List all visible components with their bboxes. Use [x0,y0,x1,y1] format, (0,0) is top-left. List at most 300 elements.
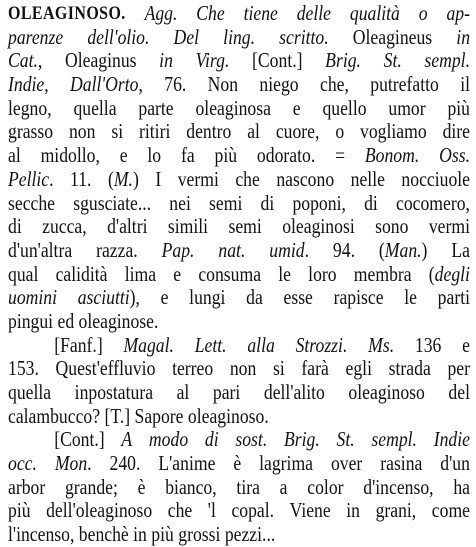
word-space [177,2,196,26]
word-space [156,263,173,287]
word-space [161,144,181,168]
entry-word: Bonom. [364,143,420,168]
entry-word: più [447,95,471,120]
word-space [278,2,297,26]
entry-word: dell'alito [263,380,325,404]
word-space [431,357,448,381]
entry-word: dire [442,119,470,144]
word-space [108,263,125,287]
entry-word: oleaginose. [78,308,159,333]
word-space [126,2,145,26]
entry-word: ritiri [139,119,171,144]
entry-word: sost. [235,427,268,452]
word-space [219,428,236,452]
entry-word: copal. [231,498,275,523]
entry-word: niego [259,72,299,97]
entry-word: inpostatura [74,380,154,404]
word-space [128,144,148,168]
word-space [145,476,165,500]
word-space [427,239,451,263]
word-space [213,357,230,381]
entry-word: Mon [54,451,88,476]
entry-word: qual [8,261,39,286]
entry-word: e [119,143,128,168]
entry-word: membra [353,261,412,286]
entry-word: in [133,522,147,547]
entry-word: le [404,285,417,310]
word-space [262,215,282,239]
entry-word: 'l [207,498,216,523]
entry-word: bianco, [165,474,217,499]
entry-word: I [155,166,162,191]
word-space [360,499,376,523]
entry-word: Che [196,1,225,25]
entry-word: razza. [96,237,138,262]
word-space [309,239,333,263]
word-space [412,263,429,287]
entry-word: Cat. [8,48,38,73]
entry-word: e [292,95,301,120]
entry-word: l'incenso, [8,522,75,547]
entry-word: zucca, [42,214,87,239]
entry-word: Agg. [144,1,178,25]
entry-word: non [229,356,257,381]
word-space [274,192,292,216]
word-space [303,49,326,73]
word-space [153,381,177,405]
entry-word: degli [434,261,470,286]
entry-word: da [246,285,263,310]
word-space [91,168,107,192]
entry-word: di [260,190,275,215]
entry-word: [ [104,403,111,428]
entry-line [8,381,470,405]
word-space [229,49,252,73]
word-space [140,452,158,476]
word-space [427,120,443,144]
entry-word: parte [138,95,174,120]
entry-line [8,405,470,429]
entry-word: Man. [384,237,422,262]
entry-word: in [346,498,360,523]
word-space [143,73,164,97]
entry-word: d'un'altra [8,237,73,262]
entry-word: consuma [198,261,262,286]
entry-word: loro [308,261,337,286]
entry-word: di [204,427,219,452]
entry-word: benchè [78,522,129,547]
entry-word: 11. [70,166,92,191]
entry-word: sempl. [424,48,470,73]
entry-word: esse [283,285,313,310]
entry-word: 153. [8,356,39,381]
word-space [72,239,96,263]
entry-word: Del [173,24,200,49]
entry-word: cocomero, [396,190,470,215]
word-space [346,192,364,216]
word-space [344,120,360,144]
word-space [425,381,449,405]
entry-line [8,286,470,310]
entry-line [8,428,470,452]
word-space [274,499,290,523]
word-space [240,381,264,405]
word-space [434,476,454,500]
entry-word: e [160,285,169,310]
entry-line [8,49,470,73]
entry-word: La [451,237,470,262]
entry-word: d'un [440,451,470,476]
word-space [22,215,42,239]
entry-word: si [111,119,124,144]
entry-word: sono [375,214,409,239]
entry-word: di [8,214,22,239]
entry-word: terreo [172,356,214,381]
entry-word: 94. [332,237,355,262]
entry-word: o [418,1,428,25]
entry-word: Brig. [325,48,361,73]
word-space [140,286,161,310]
word-space [372,357,389,381]
word-space [299,73,320,97]
entry-word: cuore, [275,119,320,144]
word-space [21,144,41,168]
word-space [87,215,107,239]
entry-word: Pellic [8,166,50,191]
word-space [313,452,331,476]
word-space [191,192,209,216]
word-space [118,476,138,500]
word-space [42,49,65,73]
entry-word: secche [8,190,56,215]
word-space [151,192,169,216]
entry-word: oleaginoso [348,380,425,404]
word-space [231,120,247,144]
entry-word: semi [228,214,262,239]
word-space [155,357,172,381]
entry-word: al [176,380,190,404]
entry-word: Pap. [161,237,195,262]
entry-word: ) [421,237,428,262]
entry-word: che [235,166,260,191]
entry-word: e [173,261,182,286]
word-space [168,286,189,310]
word-space [256,357,273,381]
entry-word: ), [129,285,140,310]
word-space [105,428,122,452]
entry-word: ed [57,308,75,333]
entry-word: pari [212,380,241,404]
entry-word: al [8,143,21,168]
entry-word: uomini [8,285,58,310]
word-space [52,97,74,121]
entry-word: putrefatto [370,72,439,97]
entry-line [8,168,470,192]
entry-word: qualità [349,1,400,25]
entry-line [8,263,470,287]
word-space [385,168,401,192]
entry-word: Magal. [123,332,174,357]
entry-word: del [448,380,470,404]
entry-word: oleaginoso. [187,403,269,428]
entry-word: legno, [8,95,52,120]
entry-word: che, [319,72,349,97]
entry-word: , [138,72,143,97]
entry-word: . [87,451,92,476]
word-space [237,144,257,168]
word-space [319,120,335,144]
entry-line [8,192,470,216]
word-space [263,286,284,310]
entry-word: dell'oleaginoso [46,498,153,523]
word-space [408,215,428,239]
entry-word: ling. [223,24,256,49]
entry-word: midollo, [40,143,100,168]
entry-line [8,215,470,239]
entry-word: 136 [414,332,442,357]
word-space [38,263,55,287]
word-space [329,26,353,50]
word-space [441,334,462,358]
word-space [215,452,233,476]
entry-line [8,499,470,523]
word-space [54,168,70,192]
entry-word: umid [269,237,305,262]
entry-word: arbor [8,474,46,499]
entry-line [8,97,470,121]
entry-word: parti [437,285,470,310]
entry-word: sempl. [371,427,417,452]
word-space [426,97,448,121]
entry-word: parenze [8,24,64,49]
entry-word: nocciuole [401,166,471,191]
entry-word: St. [383,48,402,73]
word-space [227,334,248,358]
word-space [170,120,186,144]
entry-word: modo [148,427,189,452]
word-space [400,2,419,26]
entry-word: , [37,48,43,73]
dictionary-entry [8,2,470,547]
entry-word: 76. [164,72,187,97]
entry-word: over [330,451,363,476]
entry-word: color [307,474,344,499]
entry-word: A [121,427,133,452]
entry-word: alla [247,332,275,357]
word-space [137,49,160,73]
word-space [147,215,167,239]
entry-word: e [462,332,470,357]
entry-word: M. [113,166,133,191]
word-space [362,452,380,476]
entry-word: Indie, [8,72,49,97]
word-space [260,476,280,500]
entry-word: quello [322,95,367,120]
entry-word: . [304,237,309,262]
entry-word: Oleaginus [64,48,137,73]
word-space [349,73,370,97]
entry-word: = [335,143,346,168]
entry-word: nelle [350,166,385,191]
entry-word: ( [428,261,435,286]
word-space [271,97,293,121]
entry-line [8,120,470,144]
entry-word: lima [124,261,157,286]
entry-word: rapisce [333,285,384,310]
word-space [428,2,447,26]
entry-word: nascono [276,166,335,191]
entry-word: a [279,474,288,499]
word-space [355,215,375,239]
word-space [419,144,439,168]
word-space [337,263,354,287]
entry-word: Lett. [194,332,227,357]
word-space [301,97,323,121]
entry-word: più [151,522,174,547]
word-space [117,97,139,121]
word-space [216,499,232,523]
entry-word: 240. [109,451,141,476]
word-space [174,97,196,121]
word-space [57,286,78,310]
entry-word: scritto. [279,24,329,49]
entry-word: Sapore [134,403,184,428]
word-space [367,97,389,121]
entry-word: per [447,356,470,381]
entry-word: oleaginosi [282,214,355,239]
word-space [123,120,139,144]
word-space [217,476,237,500]
entry-word: [Cont.] [54,427,105,452]
word-space [161,168,177,192]
entry-word: umor [388,95,426,120]
entry-line [8,26,470,50]
word-space [194,239,218,263]
word-space [313,286,334,310]
entry-word: ] [124,403,131,428]
word-space [347,334,368,358]
entry-word: fa [180,143,195,168]
word-space [261,263,278,287]
word-space [192,499,208,523]
entry-word: grani, [375,498,417,523]
word-space [344,476,364,500]
entry-word: dell'olio. [87,24,150,49]
word-space [152,499,168,523]
word-space [315,144,335,168]
entry-word: [Fanf.] [54,332,103,357]
word-space [186,73,207,97]
entry-word: non [68,119,96,144]
entry-word: Ms. [368,332,395,357]
word-space [51,381,75,405]
entry-word: lagrima [259,451,313,476]
word-space [219,168,235,192]
word-space [416,499,432,523]
word-space [149,26,173,50]
word-space [245,239,269,263]
entry-word: pezzi... [224,522,276,547]
word-space [39,357,56,381]
word-space [100,144,120,168]
word-space [417,286,438,310]
entry-word: ( [107,166,114,191]
entry-line [8,73,470,97]
word-space [331,2,350,26]
entry-word: simili [167,214,209,239]
word-space [417,428,434,452]
word-space [95,120,111,144]
word-space [394,334,415,358]
entry-word: lungi [189,285,226,310]
entry-word: tiene [243,1,278,25]
entry-word: Non [207,72,239,97]
word-space [139,168,155,192]
word-space [37,452,55,476]
word-space [92,452,110,476]
word-space [173,49,196,73]
entry-word: più [8,498,31,523]
entry-word: vermi [428,214,470,239]
word-space [402,49,425,73]
word-space [384,286,405,310]
word-space [188,428,205,452]
entry-word: pingui [8,308,54,333]
entry-word: lo [147,143,162,168]
entry-word: strada [388,356,431,381]
word-space [63,26,87,50]
word-space [288,476,308,500]
entry-line [8,144,470,168]
word-space [195,144,215,168]
entry-word: [Cont.] [252,48,303,73]
word-space [422,452,440,476]
word-space [31,499,47,523]
word-space [320,428,337,452]
entry-word: vermi [177,166,219,191]
word-space [255,26,279,50]
word-space [49,73,70,97]
entry-word: calambucco? [8,403,101,428]
entry-line [8,2,470,26]
word-space [275,334,296,358]
entry-word: Virg. [195,48,230,73]
word-space [345,144,365,168]
entry-word: delle [296,1,332,25]
entry-word: asciutti [77,285,130,310]
word-space [355,428,372,452]
word-space [260,120,276,144]
entry-word: Oleagineus [352,24,433,49]
entry-line [8,452,470,476]
entry-line [8,357,470,381]
word-space [242,192,260,216]
entry-word: nat. [218,237,246,262]
entry-word: Quest'effluvio [55,356,156,381]
word-space [132,428,149,452]
entry-word: grande; [64,474,118,499]
word-space [355,239,379,263]
entry-word: sgusciate... [73,190,152,215]
word-space [199,26,223,50]
word-space [361,49,384,73]
entry-word: grossi [178,522,221,547]
entry-word: di [364,190,378,215]
word-space [439,73,460,97]
entry-word: odorato. [256,143,316,168]
headword: OLEAGINOSO. [8,3,126,24]
entry-word: quella [8,380,52,404]
